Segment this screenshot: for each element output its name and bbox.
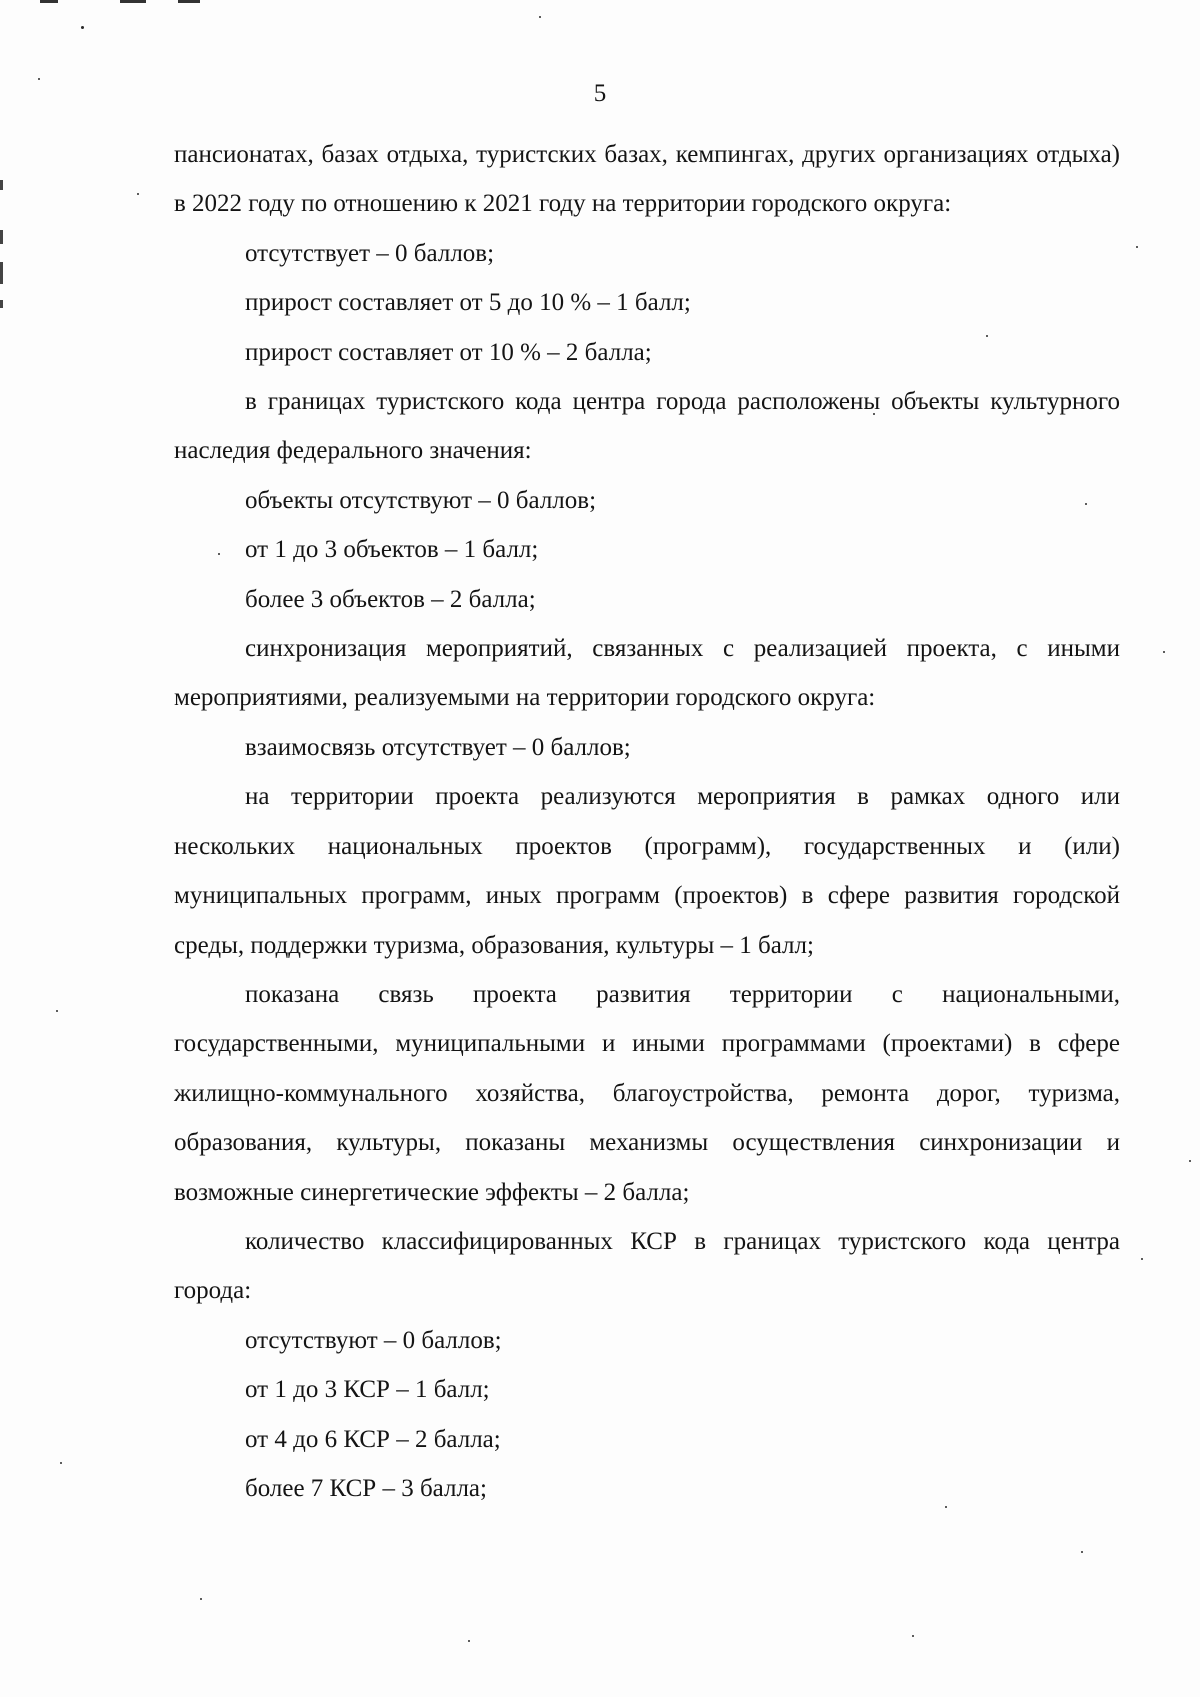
scan-speck — [539, 16, 541, 18]
scan-speck — [1081, 1551, 1083, 1553]
scan-speck — [137, 193, 139, 195]
scan-edge-mark — [0, 262, 3, 284]
list-item: от 1 до 3 КСР – 1 балл; — [245, 1376, 490, 1404]
list-item: более 3 объектов – 2 балла; — [245, 585, 536, 613]
scan-edge-mark — [0, 180, 3, 190]
list-item: отсутствует – 0 баллов; — [245, 239, 495, 267]
scan-speck — [56, 1010, 58, 1012]
scan-speck — [81, 26, 84, 29]
list-item: взаимосвязь отсутствует – 0 баллов; — [245, 733, 631, 761]
scan-edge-mark — [40, 0, 58, 3]
scan-speck — [1141, 1258, 1143, 1260]
scan-edge-mark — [120, 0, 146, 3]
scan-speck — [912, 1635, 914, 1637]
scan-speck — [1163, 651, 1165, 653]
list-item: более 7 КСР – 3 балла; — [245, 1474, 487, 1502]
scan-edge-mark — [0, 300, 3, 308]
list-item: объекты отсутствуют – 0 баллов; — [245, 486, 597, 514]
scan-edge-mark — [0, 230, 3, 244]
document-body — [174, 130, 1120, 1513]
list-item: от 4 до 6 КСР – 2 балла; — [245, 1425, 501, 1453]
scan-speck — [1136, 246, 1138, 248]
scan-edge-mark — [178, 0, 200, 3]
list-item: прирост составляет от 5 до 10 % – 1 балл; — [245, 289, 691, 317]
paragraph: на территории проекта реализуются мероприятия в рамках одного или нескольких национальных проектов (программ), государственных и (или) муниципальных программ, иных программ (проектов) в сфере развития городской среды, поддержки туризма, образования, культуры – 1 балл; — [174, 783, 1120, 959]
scan-speck — [468, 1640, 470, 1642]
paragraph: количество классифицированных КСР в границах туристского кода центра города: — [174, 1227, 1120, 1305]
list-item: отсутствуют – 0 баллов; — [245, 1326, 502, 1354]
paragraph: синхронизация мероприятий, связанных с реализацией проекта, с иными мероприятиями, реализуемыми на территории городского округа: — [174, 635, 1120, 712]
list-item: прирост составляет от 10 % – 2 балла; — [245, 338, 652, 366]
paragraph: пансионатах, базах отдыха, туристских базах, кемпингах, других организациях отдыха) в 2022 году по отношению к 2021 году на территории городского округа: — [174, 141, 1120, 218]
scan-speck — [60, 1462, 62, 1464]
scan-speck — [200, 1598, 202, 1600]
list-item: от 1 до 3 объектов – 1 балл; — [245, 536, 539, 564]
scan-speck — [1189, 1160, 1191, 1162]
page-number: 5 — [593, 80, 607, 107]
paragraph: в границах туристского кода центра города расположены объекты культурного наследия федерального значения: — [174, 388, 1120, 465]
paragraph: показана связь проекта развития территории с национальными, государственными, муниципальными и иными программами (проектами) в сфере жилищно-коммунального хозяйства, благоустройства, ремонта дорог, туризма, образования, культуры, показаны механизмы осуществления синхронизации и возможные синергетические эффекты – 2 балла; — [174, 980, 1120, 1206]
